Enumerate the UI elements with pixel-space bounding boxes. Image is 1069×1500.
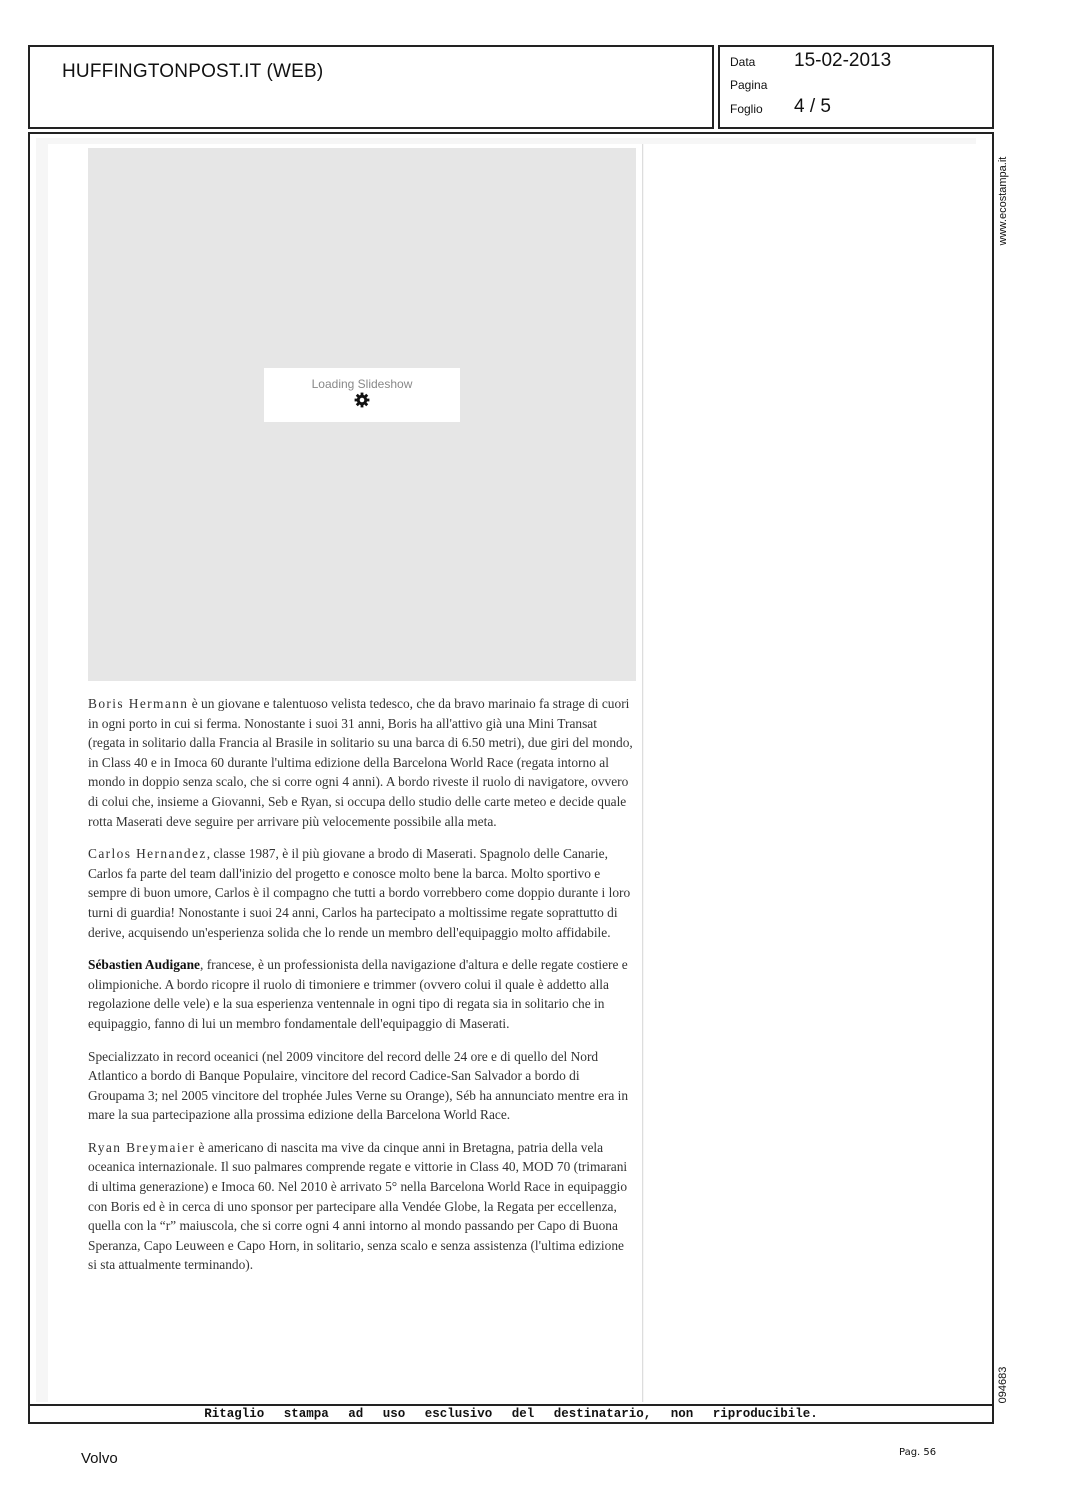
gear-icon	[264, 392, 460, 413]
paragraph-text: è un giovane e talentuoso velista tedesco, che da bravo marinaio fa strage di cuori in ogni porto in cui si ferma. Nonostante i suoi 31 anni, Boris ha all'attivo già una Mini Transat (regata in solitario dalla Francia al Brasile in solitario su una barca di 6.50 metri), due giri del mondo, in Class 40 e in Imoca 60 durante l'ultima edizione della Barcelona World Race (regata intorno al mondo in doppio senza scalo, che si corre ogni 4 anni). A bordo riveste il ruolo di navigatore, ovvero di colui che, insieme a Giovanni, Seb e Ryan, si occupa dello studio delle carte meteo e decide quale rotta Maserati deve seguire per arrivare più velocemente possibile alla meta.	[88, 696, 633, 829]
article-text	[88, 694, 636, 1288]
paragraph-boris	[88, 694, 636, 831]
name-ryan-breymaier: Ryan Breymaier	[88, 1139, 196, 1155]
slideshow-loader	[264, 368, 460, 422]
data-value: 15-02-2013	[794, 50, 892, 71]
sidebar-column	[644, 144, 980, 1402]
paragraph-sebastien	[88, 955, 636, 1033]
paragraph-text: è americano di nascita ma vive da cinque anni in Bretagna, patria della vela oceanica internazionale. Il suo palmares comprende regate e vittorie in Class 40, MOD 70 (trimarani di ultima generazione) e Imoca 60. Nel 2010 è arrivato 5° nella Barcelona World Race in equipaggio con Boris ed è in cerca di uno sponsor per partecipare alla Vendée Globe, la Regata per eccellenza, quella con la “r” maiuscola, che si corre ogni 4 anni intorno al mondo passando per Capo di Buona Speranza, Capo Leuween e Capo Horn, in solitario, senza scalo e senza assistenza (l'ultima edizione si sta attualmente terminando).	[88, 1139, 628, 1273]
name-boris-hermann: Boris Hermann	[88, 696, 189, 711]
publication-header	[28, 45, 714, 129]
paragraph-carlos	[88, 844, 636, 942]
clipping-frame	[28, 132, 994, 1424]
client-name: Volvo	[81, 1450, 118, 1467]
article-column	[48, 144, 643, 1402]
name-carlos-hernandez: Carlos Hernandez	[88, 846, 207, 862]
slideshow-placeholder[interactable]	[88, 148, 636, 681]
foglio-label: Foglio	[730, 102, 763, 116]
paragraph-text: , classe 1987, è il più giovane a brodo di Maserati. Spagnolo delle Canarie, Carlos fa parte del team dall'inizio del progetto e conosce molto bene la barca. Molto sportivo e sempre di buon umore, Carlos è il compagno che tutti a bordo vorrebbero come doppio durante i loro turni di guardia! Nonostante i suoi 24 anni, Carlos ha partecipato a moltissime regate soprattutto di derive, acquisendo un'esperienza solida che lo rende un membro dell'equipaggio molto affidabile.	[88, 846, 631, 940]
paragraph-ryan	[88, 1138, 636, 1275]
side-code-text: 094683	[997, 1366, 1009, 1404]
loading-text: Loading Slideshow	[311, 377, 413, 391]
paragraph-text: , francese, è un professionista della navigazione d'altura e delle regate costiere e olimpioniche. A bordo ricopre il ruolo di timoniere e trimmer (ovvero colui il quale è addetto alla regolazione delle vele) e la sua esperienza ventennale in ogni tipo di regata sia in solitario che in equipaggio, fanno di lui un membro fondamentale dell'equipaggio di Maserati.	[88, 957, 628, 1031]
name-sebastien-audigane: Sébastien Audigane	[88, 957, 200, 973]
page-number: Pag. 56	[899, 1447, 937, 1458]
data-label: Data	[730, 55, 756, 69]
paragraph-records: Specializzato in record oceanici (nel 2009 vincitore del record delle 24 ore e di quello del Nord Atlantico a bordo di Banque Populaire, vincitore del record Cadice-San Salvador a bordo di Groupama 3; nel 2005 vincitore del trophée Jules Verne su Orange), Séb ha annunciato mentre era in mare la sua partecipazione alla prossima edizione della Barcelona World Race.	[88, 1048, 629, 1123]
foglio-value: 4 / 5	[794, 96, 831, 117]
side-url	[991, 148, 1015, 253]
side-url-text: www.ecostampa.it	[997, 156, 1009, 245]
page-background	[36, 138, 976, 1402]
side-code	[991, 1360, 1015, 1410]
pagina-label: Pagina	[730, 78, 768, 92]
footer-divider	[30, 1404, 992, 1406]
metadata-box	[718, 45, 994, 129]
copyright-notice: Ritaglio stampa ad uso esclusivo del destinatario, non riproducibile.	[204, 1407, 818, 1421]
publication-title: HUFFINGTONPOST.IT (WEB)	[62, 61, 324, 82]
